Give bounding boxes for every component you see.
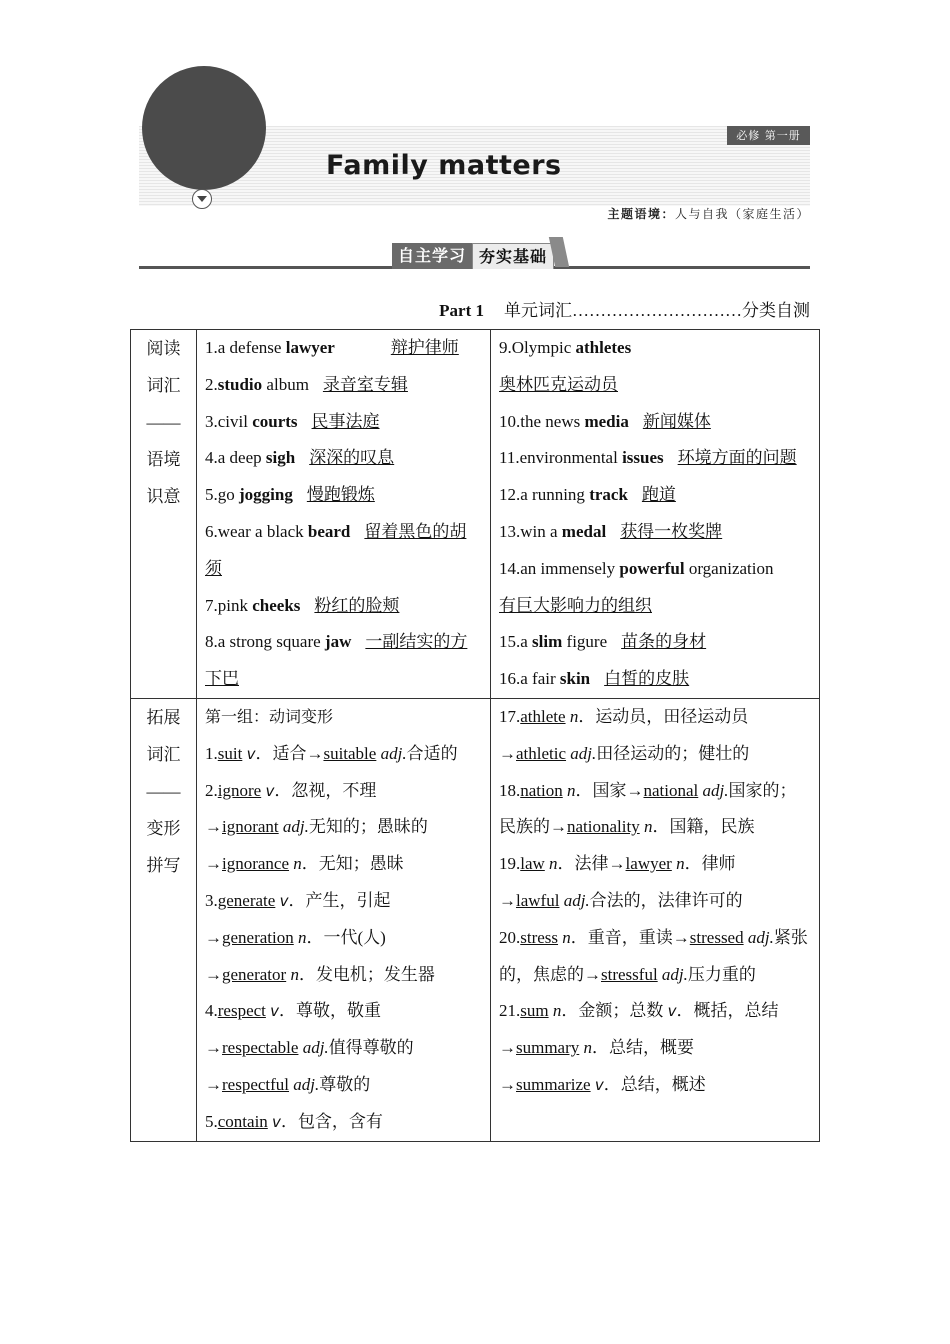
answer: 慢跑锻炼 xyxy=(306,485,375,505)
vocab-item: 19.law n．法律→lawyer n．律师 xyxy=(499,854,736,874)
answer: 获得一枚奖牌 xyxy=(620,521,723,541)
answer: 录音室专辑 xyxy=(322,374,408,394)
vocab-item xyxy=(499,367,811,404)
vocab-item: 5.contain v．包含，含有 xyxy=(205,1111,383,1131)
vocab-item: →generator n．发电机；发生器 xyxy=(205,964,435,984)
part-label: Part 1 xyxy=(439,301,484,320)
unit-badge xyxy=(142,66,266,190)
vocab-item: 2.ignore v．忽视，不理 xyxy=(205,780,377,800)
vocab-item: →respectful adj.尊敬的 xyxy=(205,1074,371,1094)
answer: 一副结实的方下巴 xyxy=(205,632,468,689)
vocab-item: 14.an immensely powerful organization xyxy=(499,558,774,578)
vocab-item: 17.athlete n．运动员，田径运动员 xyxy=(499,706,749,726)
vocab-item: 16.a fair skin 白皙的皮肤 xyxy=(499,669,690,689)
answer: 留着黑色的胡须 xyxy=(205,521,467,578)
vocab-item: 12.a running track 跑道 xyxy=(499,485,676,505)
vocab-item: 9.Olympic athletes xyxy=(499,338,632,357)
book-tag: 必修 第一册 xyxy=(727,126,810,145)
vocab-item: 5.go jogging 慢跑锻炼 xyxy=(205,485,375,505)
vocab-item: →respectable adj.值得尊敬的 xyxy=(205,1038,414,1058)
answer: 深深的叹息 xyxy=(309,448,395,468)
theme-value: 人与自我（家庭生活） xyxy=(674,207,810,221)
answer: 跑道 xyxy=(641,485,676,505)
vocab-item: 1.a defense lawyer 辩护律师 xyxy=(205,338,459,357)
expand-right-cell xyxy=(491,698,820,1141)
vocab-table xyxy=(130,329,820,1142)
unit-label: Unit 3 xyxy=(32,138,106,162)
answer: 粉红的脸颊 xyxy=(314,595,400,615)
answer: 新闻媒体 xyxy=(642,411,711,431)
vocab-item: 10.the news media 新闻媒体 xyxy=(499,411,711,431)
vocab-item: 7.pink cheeks 粉红的脸颊 xyxy=(205,595,400,615)
vocab-item: →athletic adj.田径运动的；健壮的 xyxy=(499,743,750,763)
category-cell xyxy=(131,698,197,1141)
page-title: Family matters xyxy=(326,150,562,181)
section-label-b: 夯实基础 xyxy=(472,243,554,269)
category-cell xyxy=(131,330,197,699)
vocab-item: →generation n．一代(人) xyxy=(205,927,386,947)
vocab-item: →ignorance n．无知；愚昧 xyxy=(205,854,404,874)
vocab-item: 4.a deep sigh 深深的叹息 xyxy=(205,448,395,468)
answer: 有巨大影响力的组织 xyxy=(499,595,652,615)
section-heading xyxy=(392,243,566,269)
category-reading: 阅读词汇——语境识意 xyxy=(146,339,181,506)
section-label-a: 自主学习 xyxy=(392,243,472,269)
vocab-item: 1.suit v．适合→suitable adj.合适的 xyxy=(205,743,458,763)
answer: 民事法庭 xyxy=(311,411,380,431)
vocab-item: →ignorant adj.无知的；愚昧的 xyxy=(205,817,428,837)
vocab-item xyxy=(499,588,811,625)
vocab-item: 15.a slim figure 苗条的身材 xyxy=(499,632,707,652)
answer: 辩护律师 xyxy=(390,338,459,357)
answer: 环境方面的问题 xyxy=(677,448,797,468)
vocab-item: 3.civil courts 民事法庭 xyxy=(205,411,380,431)
expand-left-cell xyxy=(197,698,491,1141)
theme-label: 主题语境： xyxy=(607,207,675,221)
answer: 奥林匹克运动员 xyxy=(499,374,618,394)
vocab-item: 8.a strong square jaw 一副结实的方下巴 xyxy=(205,632,468,689)
vocab-item: 18.nation n．国家→national adj.国家的；民族的→nationality n．国籍，民族 xyxy=(499,780,797,837)
reading-right-cell xyxy=(491,330,820,699)
vocab-item: 6.wear a black beard 留着黑色的胡须 xyxy=(205,521,467,578)
theme-context xyxy=(607,205,810,222)
answer: 白皙的皮肤 xyxy=(604,669,690,689)
vocab-item: 4.respect v．尊敬，敬重 xyxy=(205,1001,382,1021)
vocab-item: 11.environmental issues 环境方面的问题 xyxy=(499,448,797,468)
vocab-item: 21.sum n．金额；总数 v．概括，总结→summary n．总结，概要 xyxy=(499,1001,779,1058)
vocab-item: →lawful adj.合法的，法律许可的 xyxy=(499,890,743,910)
vocab-item: 13.win a medal 获得一枚奖牌 xyxy=(499,521,723,541)
table-row xyxy=(131,330,820,699)
table-row xyxy=(131,698,820,1141)
reading-left-cell xyxy=(197,330,491,699)
vocab-item: →summarize v．总结，概述 xyxy=(499,1074,706,1094)
part-heading xyxy=(439,296,810,321)
category-expanding: 拓展词汇——变形拼写 xyxy=(146,707,181,875)
vocab-item: 2.studio album 录音室专辑 xyxy=(205,374,408,394)
vocab-item: 3.generate v．产生，引起 xyxy=(205,890,391,910)
part-title: 单元词汇…………………………分类自测 xyxy=(504,301,810,320)
vocab-item: 20.stress n．重音，重读→stressed adj.紧张的，焦虑的→stressful adj.压力重的 xyxy=(499,927,808,984)
chevron-down-icon[interactable] xyxy=(192,189,212,209)
group-title: 第一组：动词变形 xyxy=(205,706,334,726)
answer: 苗条的身材 xyxy=(621,632,707,652)
